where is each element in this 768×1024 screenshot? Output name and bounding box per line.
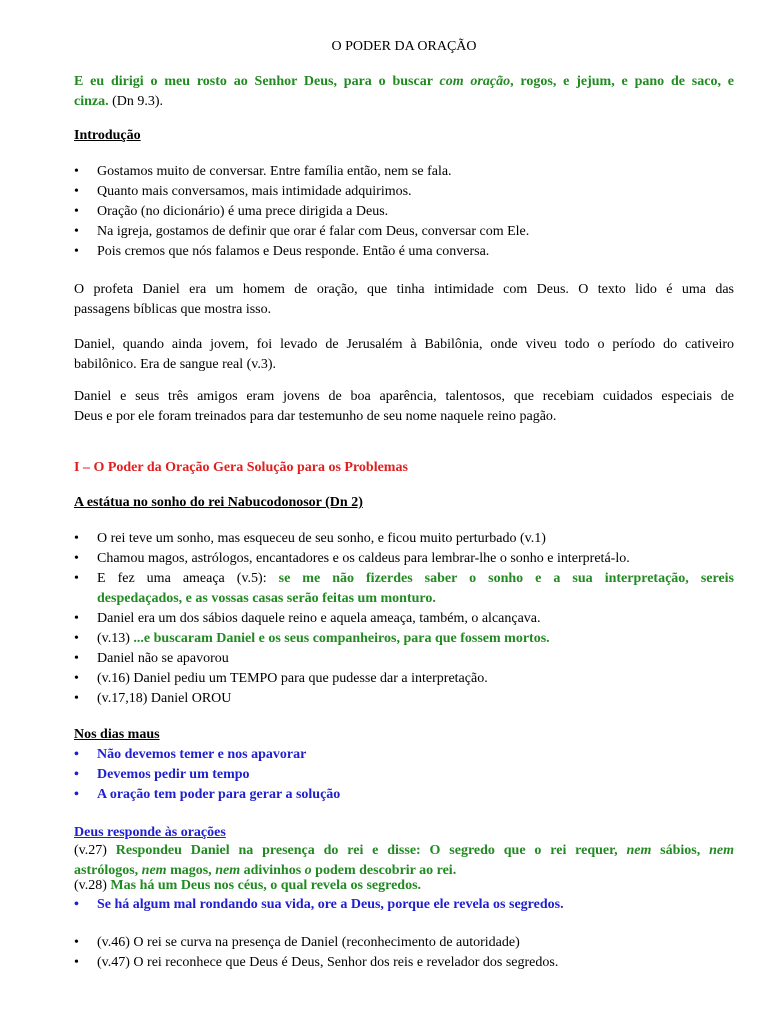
list-item: • E fez uma ameaça (v.5): se me não fizerdes saber o sonho e a sua interpretação, sereis despedaçados, e as vossas casas serão feitas um monturo. [74, 571, 734, 606]
bullet-icon: • [74, 631, 79, 646]
bullet-icon: • [74, 224, 79, 239]
bullet-icon: • [74, 531, 79, 546]
bullet-icon: • [74, 244, 79, 259]
list-item: • Não devemos temer e nos apavorar [74, 745, 734, 765]
answers-list [74, 895, 734, 915]
list-item: • Daniel era um dos sábios daquele reino e aquela ameaça, também, o alcançava. [74, 609, 734, 629]
subsection-heading: A estátua no sonho do rei Nabucodonosor (Dn 2) [74, 495, 363, 510]
paragraph: Daniel e seus três amigos eram jovens de boa aparência, talentosos, que recebiam cuidados especiais de Deus e por ele foram treinados para dar testemunho de seu nome naquele reino pagão. [74, 389, 734, 424]
list-item: • A oração tem poder para gerar a solução [74, 785, 734, 805]
paragraph: Daniel, quando ainda jovem, foi levado de Jerusalém à Babilônia, onde viveu todo o período do cativeiro babilônico. Era de sangue real (v.3). [74, 337, 734, 372]
bullet-icon: • [74, 787, 79, 802]
intro-list [74, 162, 734, 262]
list-item: • Se há algum mal rondando sua vida, ore a Deus, porque ele revela os segredos. [74, 895, 734, 915]
verse-28: (v.28) Mas há um Deus nos céus, o qual revela os segredos. [74, 878, 422, 893]
bullet-icon: • [74, 691, 79, 706]
bullet-icon: • [74, 955, 79, 970]
epigraph: E eu dirigi o meu rosto ao Senhor Deus, para o buscar com oração, rogos, e jejum, e pano de saco, e cinza. (Dn 9.3). [74, 74, 735, 109]
list-item: • O rei teve um sonho, mas esqueceu de seu sonho, e ficou muito perturbado (v.1) [74, 529, 734, 549]
list-item: • Chamou magos, astrólogos, encantadores e os caldeus para lembrar-lhe o sonho e interpretá-lo. [74, 549, 734, 569]
list-item: • Oração (no dicionário) é uma prece dirigida a Deus. [74, 202, 734, 222]
bullet-icon: • [74, 935, 79, 950]
paragraph: O profeta Daniel era um homem de oração, que tinha intimidade com Deus. O texto lido é uma das passagens bíblicas que mostra isso. [74, 282, 734, 317]
list-item: • (v.47) O rei reconhece que Deus é Deus, Senhor dos reis e revelador dos segredos. [74, 953, 734, 973]
bullet-icon: • [74, 551, 79, 566]
bullet-icon: • [74, 671, 79, 686]
section-heading: I – O Poder da Oração Gera Solução para os Problemas [74, 460, 408, 475]
bullet-icon: • [74, 571, 79, 586]
list-item: • (v.16) Daniel pediu um TEMPO para que pudesse dar a interpretação. [74, 669, 734, 689]
evil-days-heading: Nos dias maus [74, 727, 160, 742]
evil-days-list [74, 745, 734, 805]
list-item: • Quanto mais conversamos, mais intimidade adquirimos. [74, 182, 734, 202]
list-item: • Daniel não se apavorou [74, 649, 734, 669]
intro-heading: Introdução [74, 128, 141, 143]
bullet-icon: • [74, 747, 79, 762]
dream-list [74, 529, 734, 709]
list-item: • Devemos pedir um tempo [74, 765, 734, 785]
list-item: • (v.17,18) Daniel OROU [74, 689, 734, 709]
list-item: • (v.13) ...e buscaram Daniel e os seus companheiros, para que fossem mortos. [74, 629, 734, 649]
list-item: • Pois cremos que nós falamos e Deus responde. Então é uma conversa. [74, 242, 734, 262]
bullet-icon: • [74, 164, 79, 179]
bullet-icon: • [74, 767, 79, 782]
bullet-icon: • [74, 897, 79, 912]
answers-heading: Deus responde às orações [74, 825, 226, 840]
bullet-icon: • [74, 184, 79, 199]
bullet-icon: • [74, 651, 79, 666]
document-title: O PODER DA ORAÇÃO [331, 39, 477, 54]
bullet-icon: • [74, 204, 79, 219]
bullet-icon: • [74, 611, 79, 626]
list-item: • (v.46) O rei se curva na presença de Daniel (reconhecimento de autoridade) [74, 933, 734, 953]
list-item: • Na igreja, gostamos de definir que orar é falar com Deus, conversar com Ele. [74, 222, 734, 242]
list-item: • Gostamos muito de conversar. Entre família então, nem se fala. [74, 162, 734, 182]
final-list [74, 933, 734, 973]
verse-27: (v.27) Respondeu Daniel na presença do rei e disse: O segredo que o rei requer, nem sábios, nem astrólogos, nem magos, nem adivinhos o podem descobrir ao rei. [74, 843, 734, 878]
